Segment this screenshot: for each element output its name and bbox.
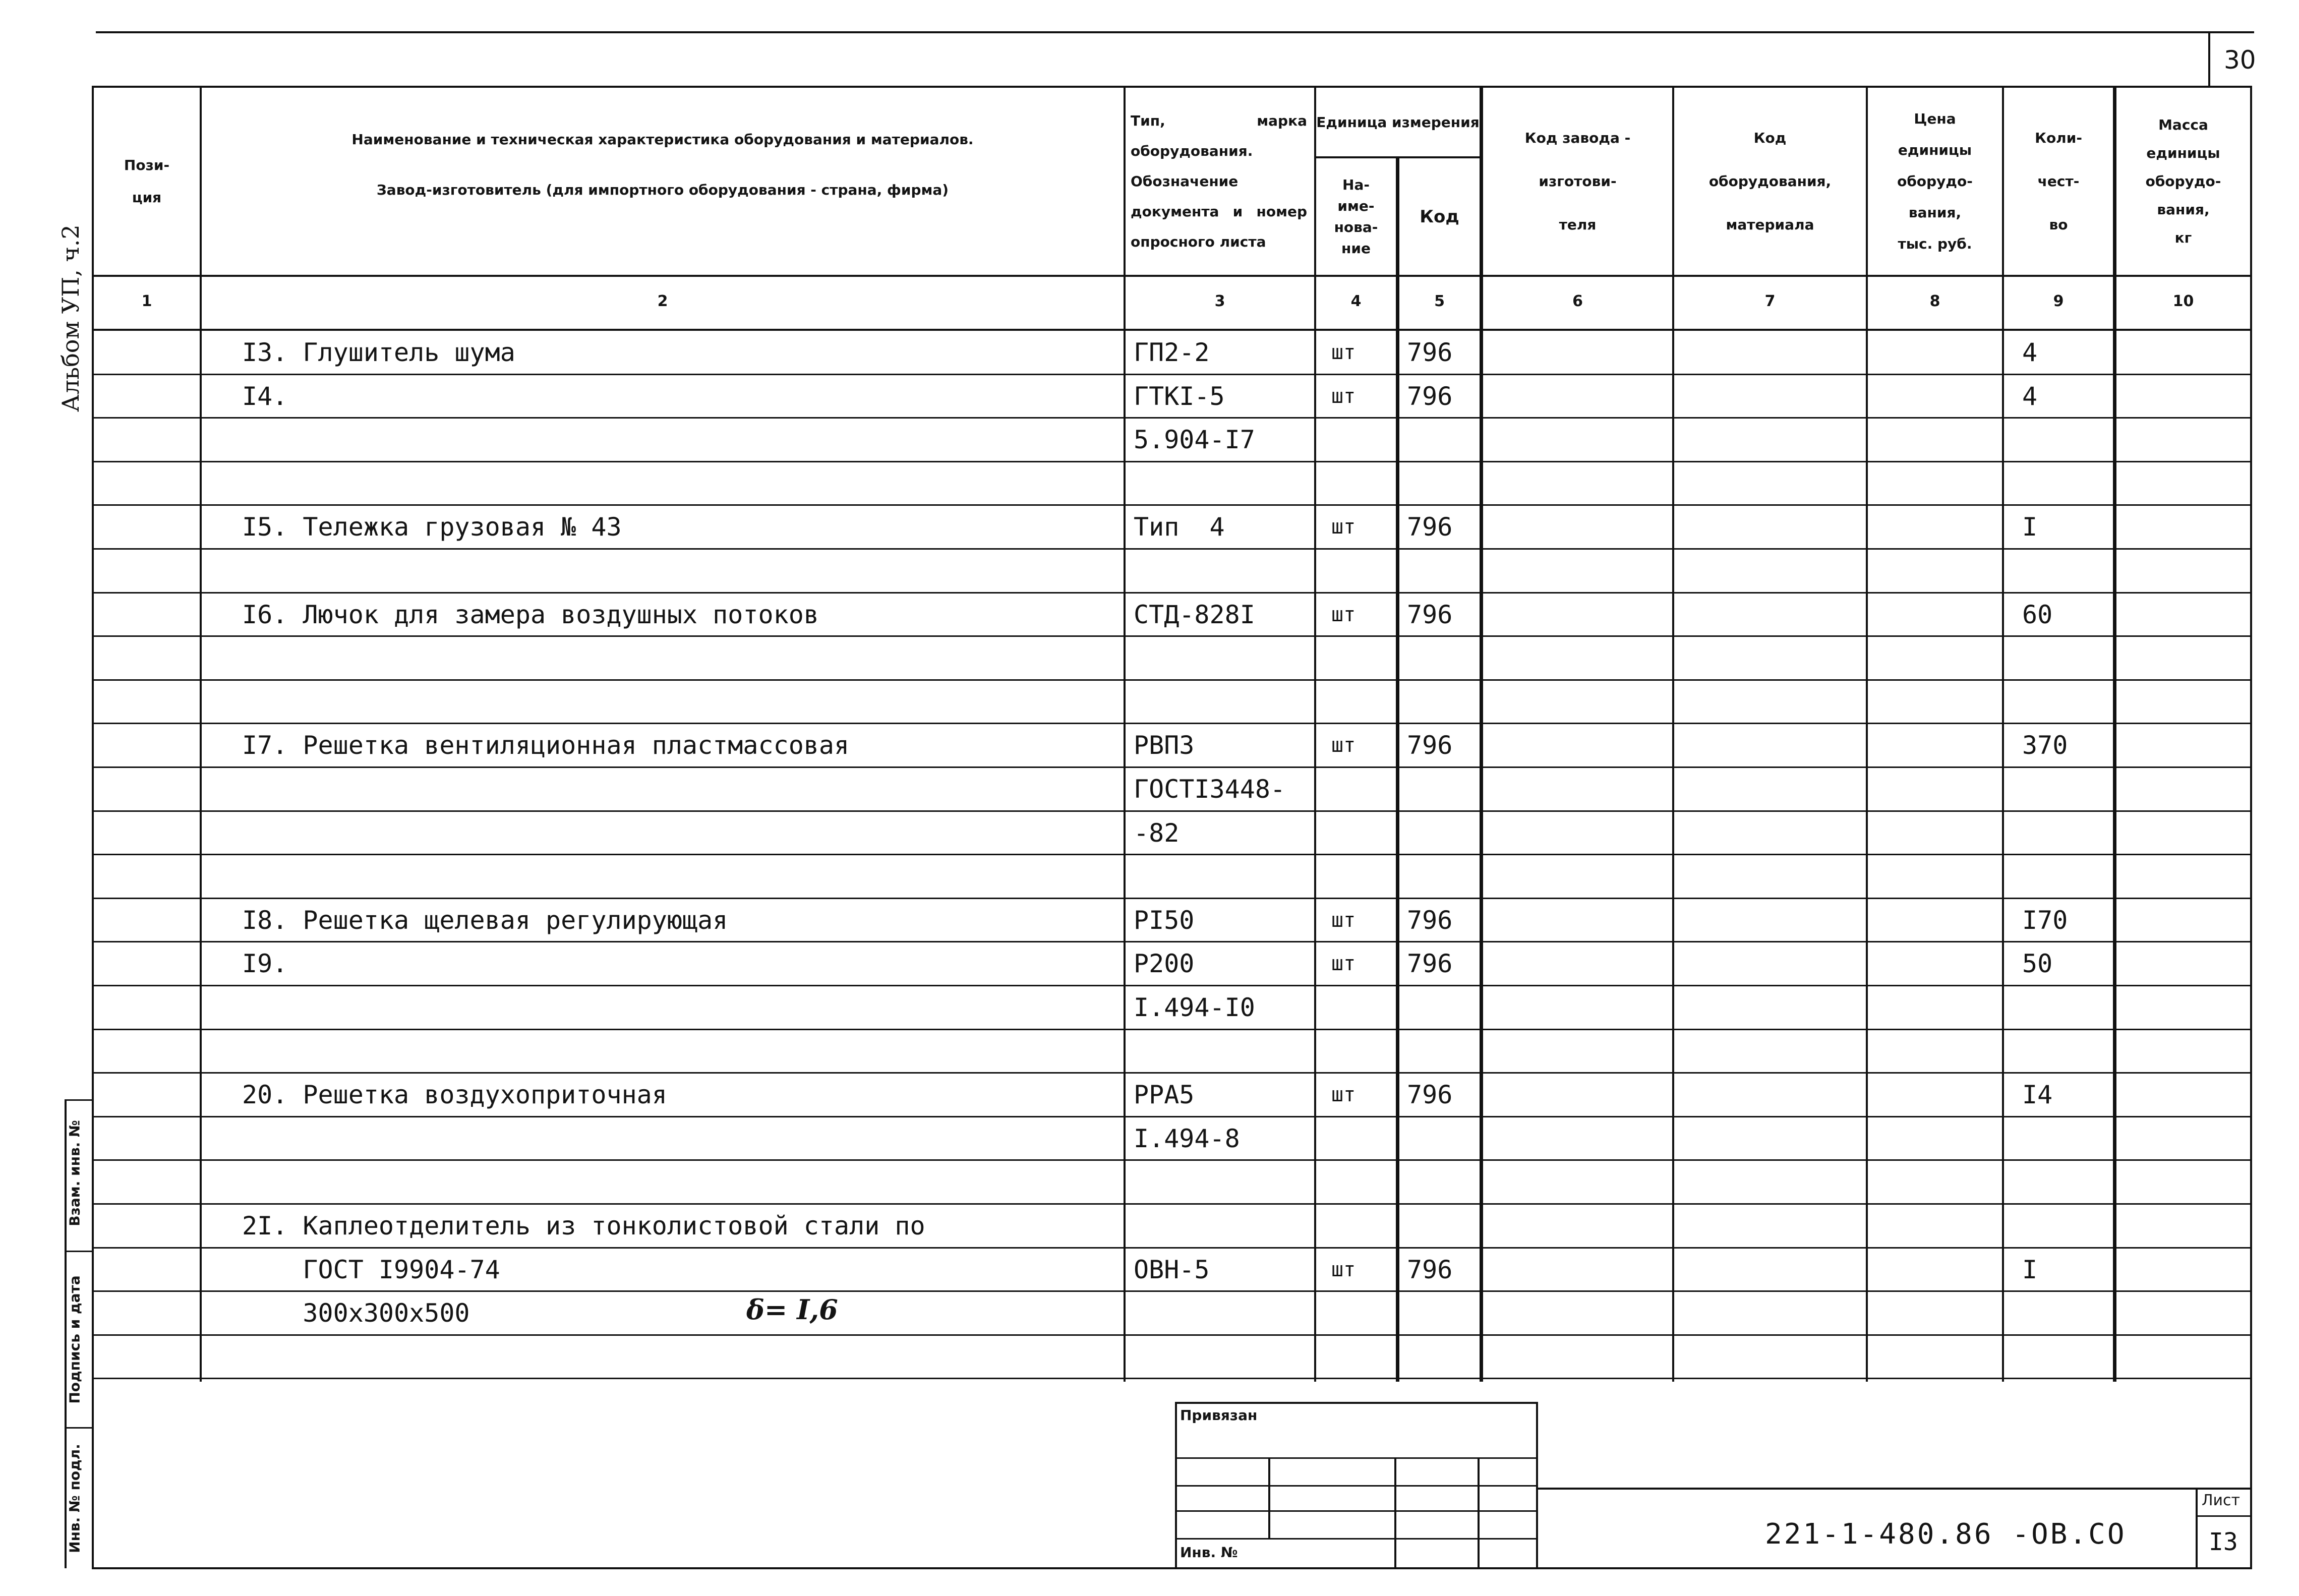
row-name: 20. Решетка воздухоприточная — [242, 1080, 667, 1109]
list-box-sep — [2196, 1515, 2252, 1517]
page-number-box-left — [2208, 31, 2210, 88]
row-name: I4. — [242, 382, 288, 411]
stamp-inv-label: Инв. № — [1180, 1544, 1238, 1561]
list-number: I3 — [2209, 1528, 2238, 1556]
row-unit: шт — [1331, 603, 1356, 626]
row-unit: шт — [1331, 1258, 1356, 1281]
row-name: I7. Решетка вентиляционная пластмассовая — [242, 731, 850, 760]
row-unit: шт — [1331, 952, 1356, 975]
row-name: 300х300х500 — [242, 1298, 470, 1328]
row-type: ГОСТI3448- — [1134, 775, 1286, 804]
row-type: РРА5 — [1134, 1080, 1195, 1109]
row-name: I8. Решетка щелевая регулирующая — [242, 906, 728, 935]
colnum-2: 2 — [657, 292, 668, 310]
row-qty: 60 — [2022, 600, 2053, 629]
row-unit: шт — [1331, 515, 1356, 539]
row-qty: 4 — [2022, 382, 2038, 411]
colnum-10: 10 — [2172, 292, 2194, 310]
thickness-note: δ= I,6 — [746, 1293, 838, 1326]
row-unit: шт — [1331, 734, 1356, 757]
header-name-line2: Завод-изготовитель (для импортного оборудования - страна, фирма) — [376, 182, 949, 198]
row-line — [92, 1378, 2252, 1379]
row-unit: шт — [1331, 909, 1356, 932]
stamp-grid-v2 — [1394, 1457, 1396, 1568]
header-plant-code: Код завода - изготови- теля — [1524, 129, 1631, 233]
stamp-privyazan-label: Привязан — [1180, 1407, 1258, 1424]
header-bottom-line — [92, 275, 2252, 277]
col-line-1 — [200, 86, 202, 1382]
album-label: Альбом УП, ч.2 — [57, 224, 84, 412]
row-type: Тип 4 — [1134, 512, 1225, 542]
list-box-left — [2196, 1488, 2198, 1568]
header-position: Пози- ция — [124, 156, 170, 206]
colnum-8: 8 — [1929, 292, 1940, 310]
row-name: I5. Тележка грузовая № 43 — [242, 512, 622, 542]
row-qty: I — [2022, 512, 2038, 542]
col-line-3 — [1314, 86, 1316, 1382]
row-type: ГТКI-5 — [1134, 382, 1225, 411]
row-type: ОВН-5 — [1134, 1255, 1210, 1284]
row-type: 5.904-I7 — [1134, 425, 1255, 454]
colnum-6: 6 — [1572, 292, 1583, 310]
frame-bottom — [92, 1567, 2252, 1569]
header-name-line1: Наименование и техническая характеристика оборудования и материалов. — [351, 131, 974, 148]
row-type: РI50 — [1134, 906, 1195, 935]
row-unit: шт — [1331, 341, 1356, 364]
colnum-3: 3 — [1214, 292, 1225, 310]
colnum-9: 9 — [2053, 292, 2064, 310]
stamp-privyazan-top — [1175, 1402, 1538, 1404]
row-code: 796 — [1407, 338, 1453, 367]
row-type: СТД-828I — [1134, 600, 1255, 629]
col-line-6 — [1672, 86, 1674, 1382]
row-name: ГОСТ I9904-74 — [242, 1255, 500, 1284]
row-code: 796 — [1407, 382, 1453, 411]
header-unit-name: На- име- нова- ние — [1334, 176, 1378, 257]
row-type: ГП2-2 — [1134, 338, 1210, 367]
row-unit: шт — [1331, 1083, 1356, 1106]
col-line-5 — [1480, 86, 1483, 1382]
row-qty: I70 — [2022, 906, 2068, 935]
frame-top-thin — [96, 31, 2254, 33]
header-unit-group: Единица измерения — [1316, 113, 1480, 131]
row-code: 796 — [1407, 512, 1453, 542]
col-line-4 — [1396, 156, 1399, 1382]
colnum-4: 4 — [1350, 292, 1362, 310]
colnum-1: 1 — [141, 292, 152, 310]
row-code: 796 — [1407, 1080, 1453, 1109]
list-label: Лист — [2202, 1492, 2241, 1509]
stamp-grid-h4 — [1175, 1538, 1538, 1540]
row-qty: I4 — [2022, 1080, 2053, 1109]
col-line-7 — [1866, 86, 1868, 1382]
row-type: РВП3 — [1134, 731, 1195, 760]
row-type: I.494-I0 — [1134, 993, 1255, 1022]
row-qty: I — [2022, 1255, 2038, 1284]
row-type: I.494-8 — [1134, 1124, 1240, 1153]
header-price: Цена единицы оборудо- вания, тыс. руб. — [1897, 110, 1973, 252]
header-mass: Масса единицы оборудо- вания, кг — [2145, 116, 2221, 246]
col-line-9 — [2113, 86, 2116, 1382]
page-number: 30 — [2224, 45, 2256, 75]
header-unit-code: Код — [1420, 206, 1459, 227]
row-code: 796 — [1407, 1255, 1453, 1284]
stamp-grid-h3 — [1175, 1510, 1538, 1512]
stamp-grid-h1 — [1175, 1457, 1538, 1459]
col-line-8 — [2002, 86, 2004, 1382]
row-code: 796 — [1407, 600, 1453, 629]
col-line-2 — [1124, 86, 1126, 1382]
stamp-grid-v3 — [1478, 1457, 1480, 1568]
row-name: I3. Глушитель шума — [242, 338, 515, 367]
stamp-original-inv: Инв. № подл. — [66, 1444, 83, 1553]
row-qty: 370 — [2022, 731, 2068, 760]
row-type: -82 — [1134, 818, 1180, 848]
colnum-7: 7 — [1764, 292, 1776, 310]
row-name: I6. Лючок для замера воздушных потоков — [242, 600, 819, 629]
row-code: 796 — [1407, 731, 1453, 760]
row-name: I9. — [242, 949, 288, 978]
row-type: Р200 — [1134, 949, 1195, 978]
stamp-signature-date: Подпись и дата — [66, 1275, 83, 1404]
document-code: 221-1-480.86 -ОВ.СО — [1765, 1518, 2127, 1551]
title-block-top — [1536, 1488, 2252, 1490]
stamp-replaced-inv: Взам. инв. № — [66, 1120, 83, 1226]
row-line — [92, 679, 2252, 681]
header-equipment-code: Код оборудования, материала — [1708, 129, 1832, 233]
row-code: 796 — [1407, 906, 1453, 935]
header-quantity: Коли- чест- во — [2035, 129, 2082, 233]
header-type: Тип, марка оборудования. Обозначение документа и номер опросного листа — [1131, 112, 1307, 250]
stamp-grid-v1 — [1268, 1457, 1270, 1538]
row-name: 2I. Каплеотделитель из тонколистовой стали по — [242, 1211, 925, 1240]
row-unit: шт — [1331, 385, 1356, 408]
colnum-5: 5 — [1434, 292, 1445, 310]
stamp-grid-h2 — [1175, 1485, 1538, 1487]
row-code: 796 — [1407, 949, 1453, 978]
row-qty: 4 — [2022, 338, 2038, 367]
frame-right — [2250, 86, 2252, 1568]
row-qty: 50 — [2022, 949, 2053, 978]
